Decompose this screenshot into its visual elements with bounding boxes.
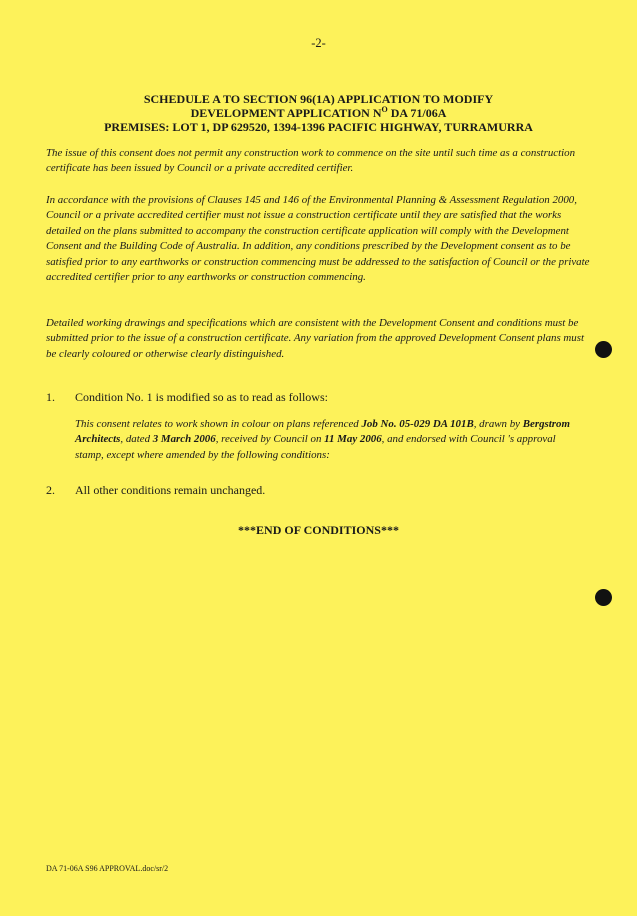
working-drawings-paragraph: Detailed working drawings and specifications which are consistent with the Development Consent and conditions must be submitted prior to the issue of a construction certificate. Any variation from the approved Development Consent plans must be clearly coloured or otherwise clearly distinguished. <box>46 317 585 360</box>
condition-text: All other conditions remain unchanged. <box>75 483 266 497</box>
condition-number: 1. <box>46 390 55 404</box>
condition-1-quote <box>75 417 575 463</box>
plan-date: 3 March 2006 <box>152 433 216 446</box>
quote-text: , dated <box>120 433 153 446</box>
heading-line-3: PREMISES: LOT 1, DP 629520, 1394-1396 PACIFIC HIGHWAY, TURRAMURRA <box>104 120 533 134</box>
document-reference-footer: DA 71-06A S96 APPROVAL.doc/sr/2 <box>46 864 169 873</box>
punch-hole-icon <box>595 341 612 358</box>
quote-text: , drawn by <box>473 418 523 430</box>
quote-text: , and endorsed with Council 's approval stamp, except where amended by the following conditions: <box>75 433 556 461</box>
schedule-heading <box>40 92 597 134</box>
architect-name: Bergstrom Architects <box>75 418 570 446</box>
regulation-paragraph: In accordance with the provisions of Clauses 145 and 146 of the Environmental Planning & Assessment Regulation 2000, Council or a private accredited certifier must not issue a construction certificate until they are satisfied that the works detailed on the plans submitted to accompany the construction certificate application will comply with the Development Consent and the Building Code of Australia. In addition, any conditions prescribed by the Development consent as to be satisfied prior to any earthworks or construction commencing must be addressed to the satisfaction of Council or the private accredited certifier prior to any earthworks or construction commencing. <box>46 194 590 284</box>
page-number: -2- <box>311 36 326 50</box>
heading-line-1: SCHEDULE A TO SECTION 96(1A) APPLICATION TO MODIFY <box>143 92 494 106</box>
punch-hole-icon <box>595 589 612 606</box>
heading-superscript: O <box>381 105 388 114</box>
received-date: 11 May 2006 <box>324 433 382 446</box>
quote-text: This consent relates to work shown in colour on plans referenced <box>75 418 362 430</box>
construction-notice-paragraph: The issue of this consent does not permit any construction work to commence on the site until such time as a construction certificate has been issued by Council or a private accredited certifier. <box>46 147 576 175</box>
end-of-conditions: ***END OF CONDITIONS*** <box>238 523 399 537</box>
condition-text: Condition No. 1 is modified so as to read as follows: <box>75 390 328 404</box>
condition-number: 2. <box>46 483 55 497</box>
heading-line-2 <box>40 106 597 120</box>
job-number: Job No. 05-029 DA 101B <box>361 418 474 430</box>
heading-application-number: DA 71/06A <box>387 106 447 120</box>
quote-text: , received by Council on <box>215 433 325 446</box>
heading-line-2-text: DEVELOPMENT APPLICATION N <box>190 106 382 120</box>
